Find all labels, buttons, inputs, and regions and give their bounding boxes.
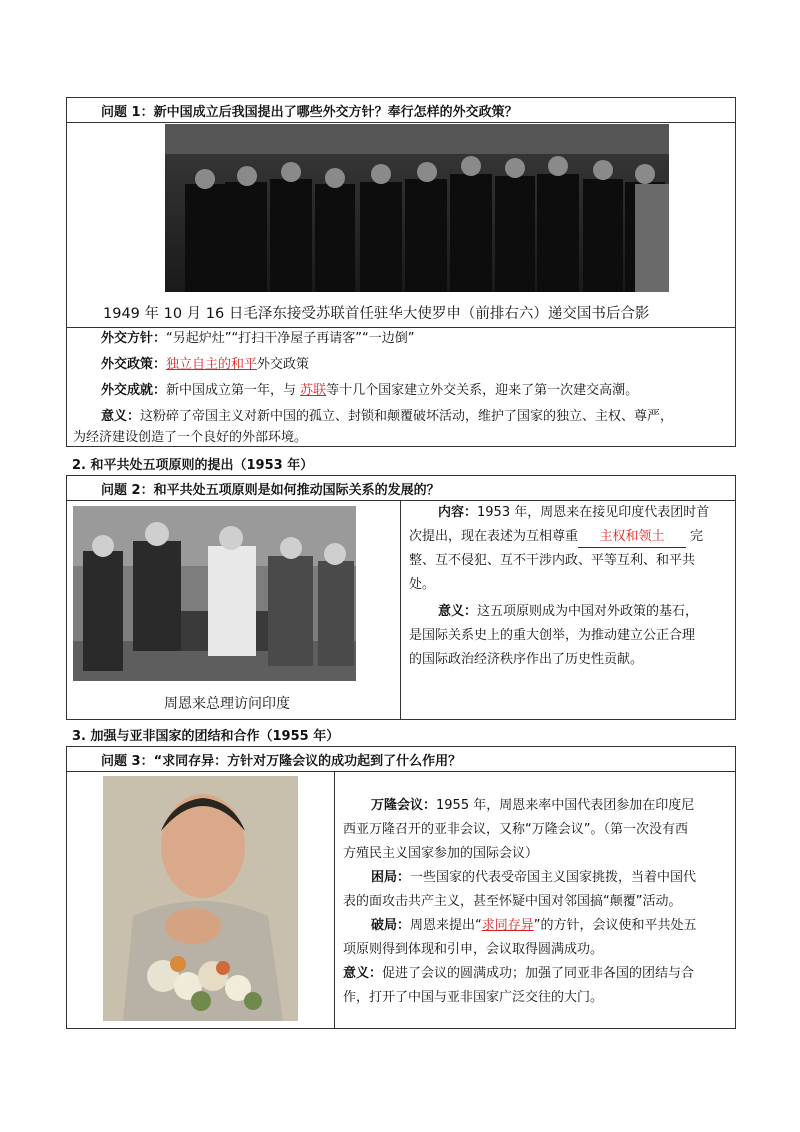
bandung-line3: 方殖民主义国家参加的国际会议） — [343, 846, 539, 861]
diplomacy-answer: 独立自主的和平 — [166, 357, 258, 372]
breakthrough-post: ”的方针，会议使和平共处五 — [533, 918, 697, 933]
content2-line4: 处。 — [409, 577, 436, 592]
content2-line1 — [438, 503, 709, 523]
meaning3-label: 意义： — [343, 966, 383, 981]
dilemma-line1 — [371, 868, 696, 888]
question-3: 问题 3：“求同存异：方针对万隆会议的成功起到了什么作用？ — [101, 754, 462, 769]
meaning1-label: 意义： — [101, 409, 141, 424]
meaning2-text1: 这五项原则成为中国对外政策的基石， — [477, 604, 699, 619]
content2-label: 内容： — [438, 505, 478, 520]
question-2: 问题 2：和平共处五项原则是如何推动国际关系的发展的？ — [101, 483, 440, 498]
meaning3-line2: 作，打开了中国与亚非国家广泛交往的大门。 — [343, 990, 604, 1005]
breakthrough-pre: 周恩来提出“ — [410, 918, 482, 933]
policy-label: 外交方针： — [101, 331, 167, 346]
section3-column-divider — [334, 771, 335, 1029]
diplomacy-label: 外交政策： — [101, 357, 167, 372]
zhou-enlai-portrait — [103, 776, 298, 1021]
question-1: 问题 1：新中国成立后我国提出了哪些外交方针？奉行怎样的外交政策？ — [101, 105, 518, 120]
diplomacy-tail: 外交政策 — [257, 357, 310, 372]
breakthrough-line2: 项原则得到体现和引申，会议取得圆满成功。 — [343, 942, 604, 957]
section2-column-divider — [400, 500, 401, 720]
meaning3-text1: 促进了会议的圆满成功；加强了同亚非各国的团结与合 — [382, 966, 695, 981]
india-visit-photo — [73, 506, 356, 681]
content2-text1: 1953 年，周恩来在接见印度代表团时首 — [477, 505, 710, 520]
ambassador-photo-caption: 1949 年 10 月 16 日毛泽东接受苏联首任驻华大使罗申（前排右六）递交国书后合影 — [103, 306, 650, 322]
achievement-pre: 新中国成立第一年，与 — [166, 383, 301, 398]
bandung-text1: 1955 年，周恩来率中国代表团参加在印度尼 — [436, 798, 695, 813]
section2-heading: 2. 和平共处五项原则的提出（1953 年） — [72, 458, 314, 473]
content2-text2-pre: 次提出，现在表述为互相尊重 — [409, 529, 579, 544]
content2-text2-post: 完 — [690, 529, 704, 544]
meaning2-line1 — [438, 602, 698, 622]
dilemma-line2: 表的面攻击共产主义，甚至怀疑中国对邻国搞“颠覆”活动。 — [343, 894, 682, 909]
dilemma-label: 困局： — [371, 870, 411, 885]
meaning2-line2: 是国际关系史上的重大创举，为推动建立公正合理 — [409, 628, 696, 643]
diplomacy-line — [101, 355, 309, 375]
policy-line — [101, 329, 414, 349]
bandung-line1 — [371, 796, 694, 816]
achievement-label: 外交成就： — [101, 383, 167, 398]
section2-divider — [66, 500, 736, 501]
india-photo-caption: 周恩来总理访问印度 — [164, 696, 290, 712]
section3-divider — [66, 771, 736, 772]
meaning1-line2: 为经济建设创造了一个良好的外部环境。 — [73, 430, 308, 445]
content2-answer-blank — [578, 527, 686, 548]
bandung-line2: 西亚万隆召开的亚非会议，又称“万隆会议”。（第一次没有西 — [343, 822, 688, 837]
meaning2-line3: 的国际政治经济秩序作出了历史性贡献。 — [409, 652, 644, 667]
achievement-answer: 苏联 — [300, 383, 327, 398]
meaning1-line1 — [101, 407, 673, 427]
meaning2-label: 意义： — [438, 604, 478, 619]
section1-divider-mid — [66, 327, 736, 328]
breakthrough-line1 — [371, 916, 697, 936]
policy-text: “另起炉灶”“打扫干净屋子再请客”“一边倒” — [166, 331, 415, 346]
dilemma-text1: 一些国家的代表受帝国主义国家挑拨，当着中国代 — [410, 870, 697, 885]
section1-divider-top — [66, 122, 736, 123]
meaning3-line1 — [343, 964, 694, 984]
breakthrough-answer: 求同存异 — [481, 918, 534, 933]
content2-answer: 主权和领土 — [599, 529, 665, 544]
content2-line3: 整、互不侵犯、互不干涉内政、平等互利、和平共 — [409, 553, 696, 568]
ambassador-group-photo — [165, 124, 669, 292]
bandung-label: 万隆会议： — [371, 798, 437, 813]
section3-heading: 3. 加强与亚非国家的团结和合作（1955 年） — [72, 729, 340, 744]
achievement-line — [101, 381, 638, 401]
breakthrough-label: 破局： — [371, 918, 411, 933]
achievement-post: 等十几个国家建立外交关系，迎来了第一次建交高潮。 — [326, 383, 639, 398]
meaning1-text1: 这粉碎了帝国主义对新中国的孤立、封锁和颠覆破坏活动，维护了国家的独立、主权、尊严， — [140, 409, 674, 424]
content2-line2 — [409, 527, 703, 548]
